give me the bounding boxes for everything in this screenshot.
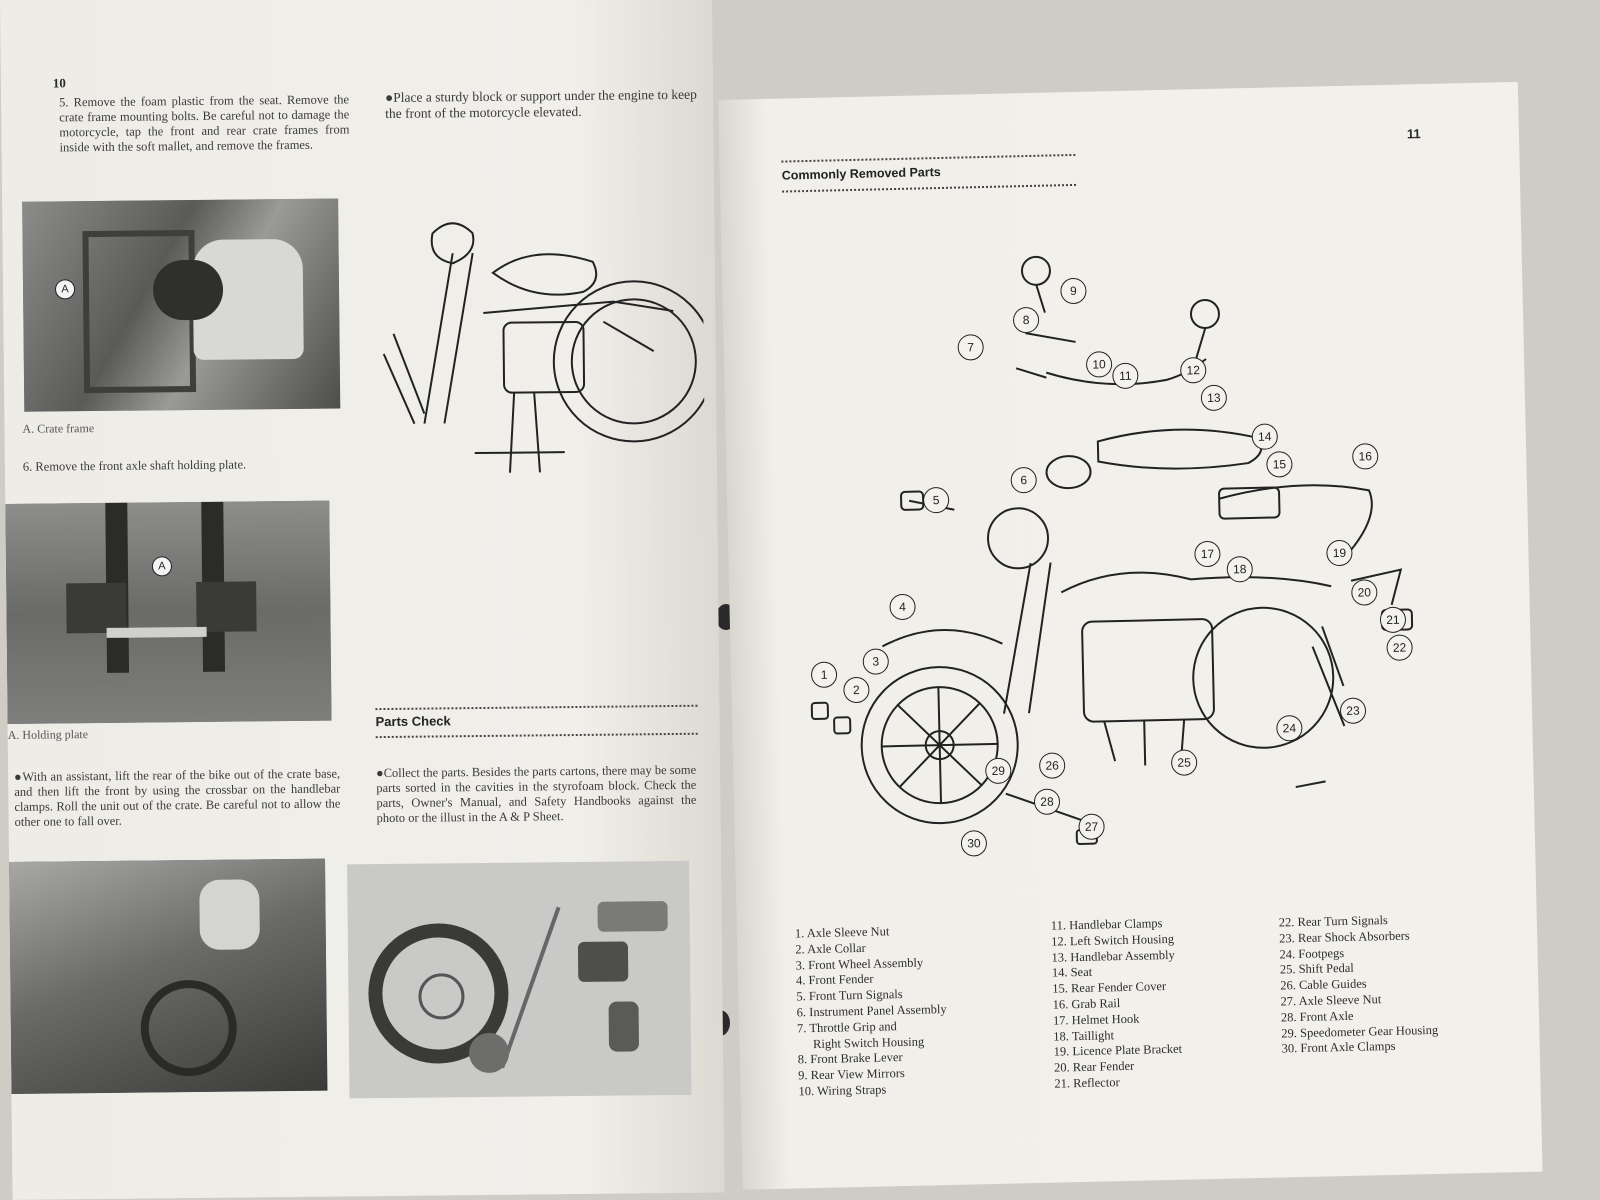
divider-section-bottom — [782, 184, 1076, 193]
list-item: 3. Front Wheel Assembly — [795, 955, 924, 973]
list-item: 26. Cable Guides — [1280, 976, 1367, 993]
holding-plate-photo — [5, 501, 331, 724]
list-item: 1. Axle Sleeve Nut — [794, 924, 890, 941]
list-item: 12. Left Switch Housing — [1051, 931, 1175, 949]
list-item: 5. Front Turn Signals — [796, 987, 903, 1004]
step-6-text: 6. Remove the front axle shaft holding plate. — [22, 457, 247, 474]
caption-holding-plate: A. Holding plate — [7, 727, 89, 742]
callout-18: 18 — [1226, 556, 1253, 583]
bullet-collect-parts: ●Collect the parts. Besides the parts cartons, there may be some parts sorted in the cavities in the styrofoam block. Check the parts, Owner's Manual, and Safety Handbooks against the photo or the illust in the A & P Sheet. — [376, 762, 697, 826]
divider-parts-check-top — [375, 705, 697, 710]
callout-13: 13 — [1201, 385, 1228, 412]
list-item: 19. Licence Plate Bracket — [1053, 1042, 1183, 1060]
plate-marker-a: A — [152, 556, 172, 576]
callout-11: 11 — [1112, 363, 1139, 390]
caption-crate-frame: A. Crate frame — [22, 421, 95, 436]
callout-28: 28 — [1034, 788, 1061, 815]
bullet-assistant-text: ●With an assistant, lift the rear of the bike out of the crate base, and then lift the front by using the crossbar on the handlebar clamps. Roll the unit out of the crate. Be careful not to allow the other one to fall over. — [14, 766, 341, 829]
callout-25: 25 — [1171, 749, 1198, 776]
list-item: 27. Axle Sleeve Nut — [1280, 992, 1382, 1009]
crate-marker-a: A — [55, 279, 75, 299]
list-item: Right Switch Housing — [797, 1034, 925, 1052]
callout-17: 17 — [1194, 541, 1221, 568]
list-item: 2. Axle Collar — [795, 940, 866, 957]
callout-24: 24 — [1276, 715, 1303, 742]
list-item: 13. Handlebar Assembly — [1051, 947, 1175, 965]
callout-15: 15 — [1266, 451, 1293, 478]
list-item: 14. Seat — [1051, 965, 1093, 981]
list-item: 29. Speedometer Gear Housing — [1281, 1022, 1439, 1041]
callout-5: 5 — [923, 487, 950, 514]
list-item: 22. Rear Turn Signals — [1278, 913, 1388, 930]
callout-12: 12 — [1180, 357, 1207, 384]
list-item: 6. Instrument Panel Assembly — [796, 1002, 947, 1020]
parts-legend-column-2 — [1051, 916, 1183, 1093]
list-item: 28. Front Axle — [1280, 1008, 1354, 1025]
callout-27: 27 — [1078, 813, 1105, 840]
divider-parts-check-bottom — [376, 733, 698, 738]
list-item: 21. Reflector — [1054, 1075, 1120, 1091]
motorcycle-roll-photo — [9, 859, 327, 1094]
list-item: 11. Handlebar Clamps — [1050, 916, 1163, 933]
callout-6: 6 — [1010, 467, 1037, 494]
list-item: 8. Front Brake Lever — [797, 1050, 903, 1067]
callout-7: 7 — [957, 334, 984, 361]
parts-layout-photo — [347, 861, 691, 1099]
list-item: 9. Rear View Mirrors — [797, 1066, 905, 1083]
crate-frame-photo — [22, 198, 340, 411]
list-item: 23. Rear Shock Absorbers — [1279, 928, 1410, 946]
list-item: 18. Taillight — [1053, 1027, 1115, 1044]
motorcycle-stand-drawing — [362, 191, 705, 495]
callout-14: 14 — [1251, 423, 1278, 450]
list-item: 20. Rear Fender — [1053, 1058, 1135, 1075]
list-item: 15. Rear Fender Cover — [1052, 979, 1167, 996]
bullet-block-support: ●Place a sturdy block or support under the engine to keep the front of the motorcycle elevated. — [384, 86, 697, 121]
step-5-text: 5. Remove the foam plastic from the seat. Remove the crate frame mounting bolts. Be careful not to damage the motorcycle, tap the front and rear crate frames from inside with the soft mallet, and remove the frames. — [59, 92, 350, 155]
callout-22: 22 — [1386, 634, 1413, 661]
parts-legend-column-3 — [1279, 912, 1439, 1058]
callout-29: 29 — [985, 758, 1012, 785]
callout-8: 8 — [1013, 307, 1040, 334]
page-number-left: 10 — [52, 75, 66, 91]
callout-26: 26 — [1039, 752, 1066, 779]
parts-legend-column-1 — [795, 923, 949, 1100]
list-item: 7. Throttle Grip and — [796, 1018, 897, 1036]
callout-10: 10 — [1086, 351, 1113, 378]
divider-section-top — [781, 154, 1075, 163]
list-item: 10. Wiring Straps — [798, 1082, 887, 1099]
left-page — [0, 0, 725, 1200]
callout-2: 2 — [843, 677, 870, 704]
list-item: 25. Shift Pedal — [1279, 961, 1354, 977]
exploded-parts-diagram — [773, 223, 1468, 898]
commonly-removed-parts-title: Commonly Removed Parts — [781, 164, 941, 183]
page-number-right: 11 — [1406, 126, 1421, 142]
callout-3: 3 — [862, 648, 889, 675]
callout-20: 20 — [1351, 579, 1378, 606]
callout-16: 16 — [1352, 443, 1379, 470]
callout-21: 21 — [1380, 607, 1407, 634]
callout-1: 1 — [811, 661, 838, 688]
list-item: 16. Grab Rail — [1052, 996, 1121, 1012]
list-item: 30. Front Axle Clamps — [1281, 1039, 1396, 1056]
callout-4: 4 — [889, 594, 916, 621]
parts-check-title: Parts Check — [375, 713, 451, 730]
callout-23: 23 — [1340, 697, 1367, 724]
list-item: 17. Helmet Hook — [1052, 1011, 1140, 1028]
right-page — [718, 82, 1543, 1190]
callout-19: 19 — [1326, 540, 1353, 567]
list-item: 24. Footpegs — [1279, 945, 1345, 962]
callout-9: 9 — [1060, 278, 1087, 305]
list-item: 4. Front Fender — [795, 972, 874, 988]
callout-30: 30 — [961, 830, 988, 857]
